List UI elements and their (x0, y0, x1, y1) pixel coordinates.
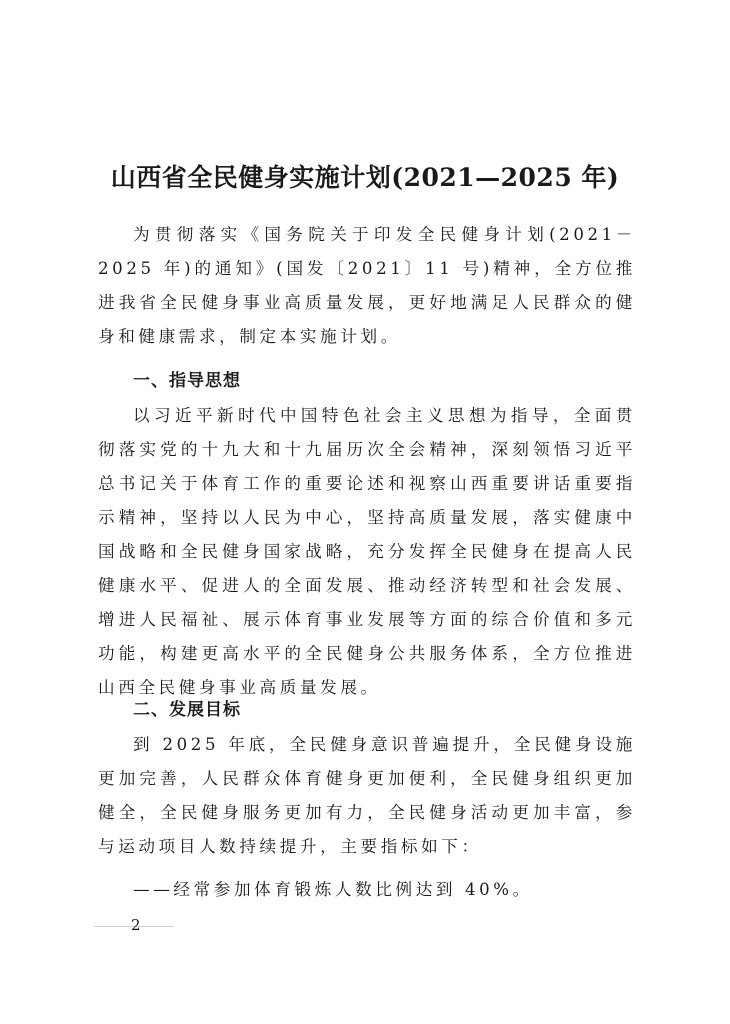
section-paragraph-guiding-ideology: 以习近平新时代中国特色社会主义思想为指导，全面贯彻落实党的十九大和十九届历次全会精神，深刻领悟习近平总书记关于体育工作的重要论述和视察山西重要讲话重要指示精神，坚持以人民为中心，坚持高质量发展，落实健康中国战略和全民健身国家战略，充分发挥全民健身在提高人民健康水平、促进人的全面发展、推动经济转型和社会发展、增进人民福祉、展示体育事业发展等方面的综合价值和多元功能，构建更高水平的全民健身公共服务体系，全方位推进山西全民健身事业高质量发展。 (98, 406, 636, 697)
indicator-item: ——经常参加体育锻炼人数比例达到 40%。 (133, 880, 533, 899)
page-number: 2 (131, 916, 141, 934)
section-heading-development-goals: 二、发展目标 (133, 700, 241, 720)
document-title: 山西省全民健身实施计划(2021—2025 年) (110, 162, 620, 192)
section-heading-guiding-ideology: 一、指导思想 (133, 371, 241, 391)
section-paragraph-development-goals: 到 2025 年底，全民健身意识普遍提升，全民健身设施更加完善，人民群众体育健身更加便利，全民健身组织更加健全，全民健身服务更加有力，全民健身活动更加丰富，参与运动项目人数持续提升，主要指标如下： (98, 735, 636, 856)
intro-paragraph: 为贯彻落实《国务院关于印发全民健身计划(2021－2025 年)的通知》(国发〔2021〕11 号)精神，全方位推进我省全民健身事业高质量发展，更好地满足人民群众的健身和健康需求，制定本实施计划。 (98, 225, 636, 346)
